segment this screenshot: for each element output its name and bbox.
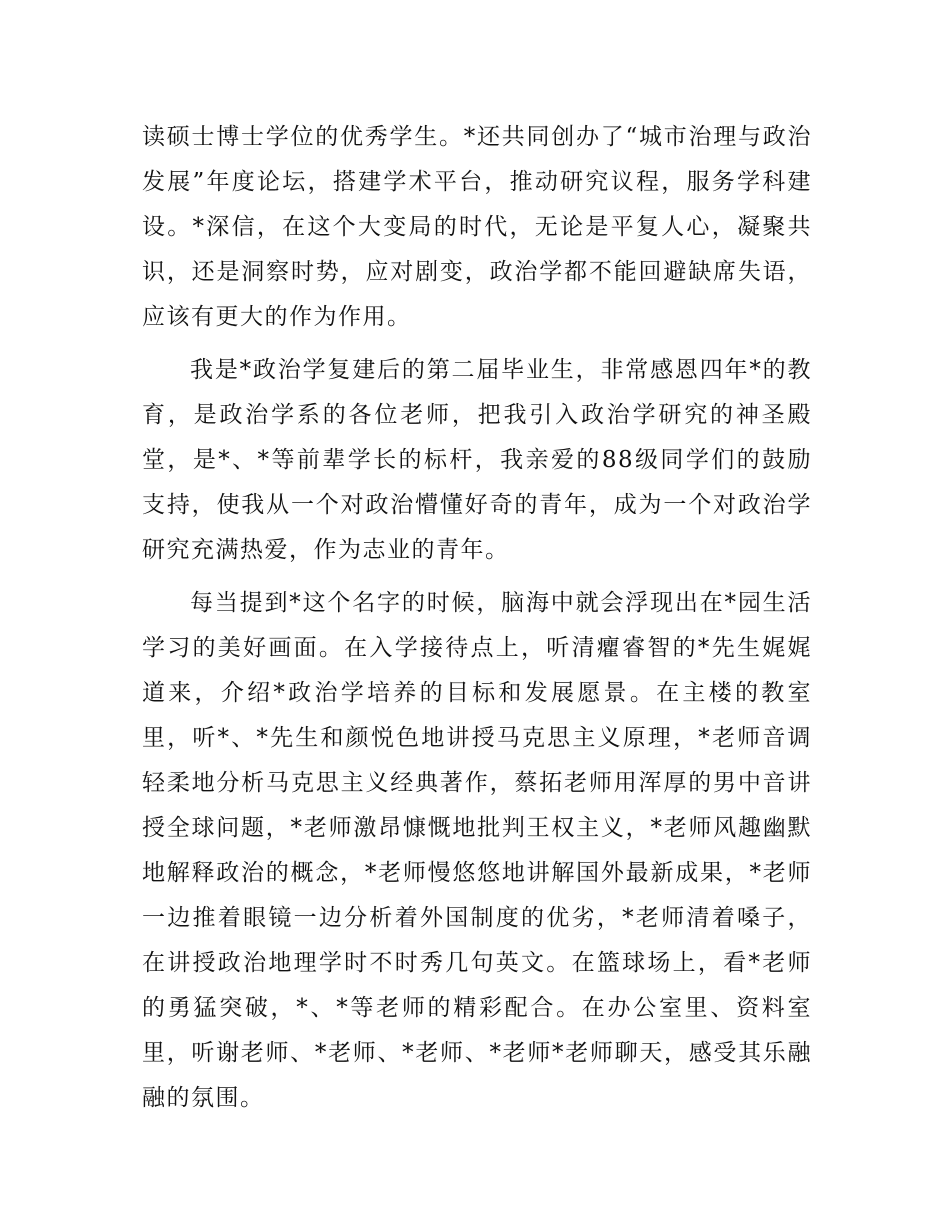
paragraph: 每当提到*这个名字的时候，脑海中就会浮现出在*园生活学习的美好画面。在入学接待点上，听清癯睿智的*先生娓娓道来，介绍*政治学培养的目标和发展愿景。在主楼的教室里，听*、*先生和颜悦色地讲授马克思主义原理，*老师音调轻柔地分析马克思主义经典著作，蔡拓老师用浑厚的男中音讲授全球问题，*老师激昂慷慨地批判王权主义，*老师风趣幽默地解释政治的概念，*老师慢悠悠地讲解国外最新成果，*老师一边推着眼镜一边分析着外国制度的优劣，*老师清着嗓子，在讲授政治地理学时不时秀几句英文。在篮球场上，看*老师的勇猛突破，*、*等老师的精彩配合。在办公室里、资料室里，听谢老师、*老师、*老师、*老师*老师聊天，感受其乐融融的氛围。: [142, 590, 812, 1111]
paragraph: 读硕士博士学位的优秀学生。*还共同创办了“城市治理与政治发展”年度论坛，搭建学术平台，推动研究议程，服务学科建设。*深信，在这个大变局的时代，无论是平复人心，凝聚共识，还是洞察时势，应对剧变，政治学都不能回避缺席失语，应该有更大的作为作用。: [142, 124, 812, 330]
document-body: [142, 115, 812, 1129]
paragraph: 我是*政治学复建后的第二届毕业生，非常感恩四年*的教育，是政治学系的各位老师，把我引入政治学研究的神圣殿堂，是*、*等前辈学长的标杆，我亲爱的88级同学们的鼓励支持，使我从一个对政治懵懂好奇的青年，成为一个对政治学研究充满热爱，作为志业的青年。: [142, 357, 813, 563]
